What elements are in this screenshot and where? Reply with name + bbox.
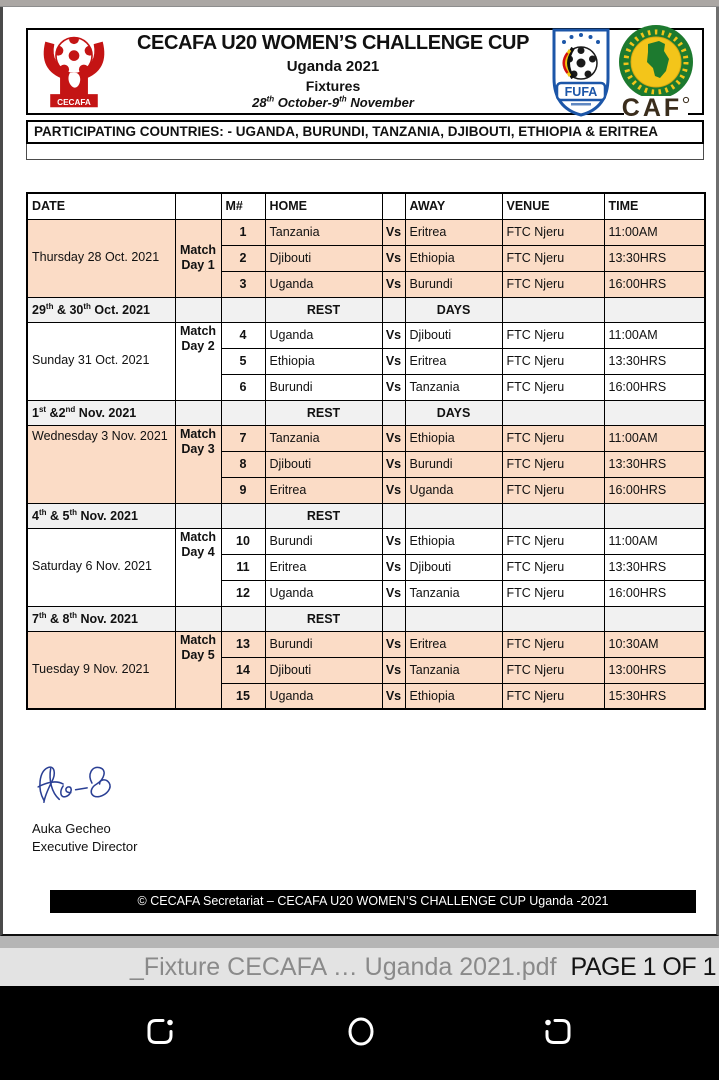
time-cell: 11:00AM — [604, 322, 705, 348]
home-team-cell: Burundi — [265, 528, 382, 554]
time-cell: 15:30HRS — [604, 683, 705, 709]
away-team-cell: Tanzania — [405, 580, 502, 606]
match-number-cell: 2 — [221, 245, 265, 271]
page-title: CECAFA U20 WOMEN’S CHALLENGE CUP — [136, 32, 530, 55]
matchday-cell: Match Day 2 — [175, 322, 221, 400]
column-header: AWAY — [405, 193, 502, 219]
match-number-cell: 13 — [221, 631, 265, 657]
empty-cell — [221, 606, 265, 631]
time-cell: 16:00HRS — [604, 477, 705, 503]
fixtures-table-head — [27, 193, 705, 219]
venue-cell: FTC Njeru — [502, 322, 604, 348]
home-team-cell: Uganda — [265, 683, 382, 709]
empty-cell — [604, 503, 705, 528]
venue-cell: FTC Njeru — [502, 657, 604, 683]
empty-cell — [604, 606, 705, 631]
time-cell: 13:30HRS — [604, 348, 705, 374]
vs-cell: Vs — [382, 322, 405, 348]
match-row — [27, 425, 705, 451]
away-team-cell: Eritrea — [405, 219, 502, 245]
away-team-cell: Ethiopia — [405, 245, 502, 271]
vs-cell: Vs — [382, 683, 405, 709]
empty-cell — [175, 297, 221, 322]
home-team-cell: Ethiopia — [265, 348, 382, 374]
fufa-logo — [550, 26, 612, 118]
away-team-cell: Burundi — [405, 271, 502, 297]
rest-day-row — [27, 503, 705, 528]
match-number-cell: 11 — [221, 554, 265, 580]
empty-cell — [502, 297, 604, 322]
home-team-cell: Burundi — [265, 631, 382, 657]
match-number-cell: 9 — [221, 477, 265, 503]
empty-cell — [175, 606, 221, 631]
empty-cell — [221, 400, 265, 425]
away-team-cell: Eritrea — [405, 348, 502, 374]
away-team-cell: Ethiopia — [405, 528, 502, 554]
cecafa-logo — [32, 31, 116, 113]
empty-cell — [604, 400, 705, 425]
match-number-cell: 6 — [221, 374, 265, 400]
empty-cell — [382, 400, 405, 425]
away-team-cell: Burundi — [405, 451, 502, 477]
vs-cell: Vs — [382, 554, 405, 580]
time-cell: 13:30HRS — [604, 554, 705, 580]
home-team-cell: Djibouti — [265, 451, 382, 477]
time-cell: 10:30AM — [604, 631, 705, 657]
home-team-cell: Tanzania — [265, 425, 382, 451]
viewer-gap-strip — [0, 936, 719, 948]
countries-empty-box — [26, 144, 704, 160]
vs-cell: Vs — [382, 425, 405, 451]
matchday-cell: Match Day 4 — [175, 528, 221, 606]
rest-label-cell: REST — [265, 606, 382, 631]
match-number-cell: 10 — [221, 528, 265, 554]
time-cell: 11:00AM — [604, 425, 705, 451]
vs-cell: Vs — [382, 219, 405, 245]
fixtures-label: Fixtures — [305, 77, 361, 94]
time-cell: 16:00HRS — [604, 271, 705, 297]
signatory-name: Auka Gecheo — [32, 821, 111, 836]
home-team-cell: Tanzania — [265, 219, 382, 245]
vs-cell: Vs — [382, 348, 405, 374]
venue-cell: FTC Njeru — [502, 683, 604, 709]
document-titles — [118, 32, 548, 110]
match-row — [27, 631, 705, 657]
away-team-cell: Ethiopia — [405, 683, 502, 709]
column-header: TIME — [604, 193, 705, 219]
date-cell: Tuesday 9 Nov. 2021 — [27, 631, 175, 709]
time-cell: 16:00HRS — [604, 580, 705, 606]
vs-cell: Vs — [382, 271, 405, 297]
back-button[interactable] — [533, 1007, 583, 1060]
home-team-cell: Djibouti — [265, 245, 382, 271]
home-team-cell: Eritrea — [265, 477, 382, 503]
venue-cell: FTC Njeru — [502, 477, 604, 503]
time-cell: 11:00AM — [604, 219, 705, 245]
empty-cell — [382, 297, 405, 322]
android-nav-bar — [0, 986, 719, 1080]
rest-label-cell: REST — [265, 297, 382, 322]
column-header — [382, 193, 405, 219]
days-label-cell: DAYS — [405, 400, 502, 425]
match-number-cell: 4 — [221, 322, 265, 348]
time-cell: 16:00HRS — [604, 374, 705, 400]
pdf-filename: _Fixture CECAFA … Uganda 2021.pdf — [129, 952, 557, 981]
away-team-cell: Eritrea — [405, 631, 502, 657]
recents-icon — [141, 1013, 179, 1051]
rest-day-row — [27, 400, 705, 425]
vs-cell: Vs — [382, 374, 405, 400]
vs-cell: Vs — [382, 477, 405, 503]
empty-cell — [502, 606, 604, 631]
document-subtitle: Uganda 2021 — [286, 58, 380, 76]
venue-cell: FTC Njeru — [502, 219, 604, 245]
venue-cell: FTC Njeru — [502, 425, 604, 451]
vs-cell: Vs — [382, 631, 405, 657]
rest-label-cell: REST — [265, 503, 382, 528]
match-row — [27, 528, 705, 554]
caf-logo-label: CAF — [621, 94, 683, 119]
vs-cell: Vs — [382, 245, 405, 271]
column-header — [175, 193, 221, 219]
time-cell: 11:00AM — [604, 528, 705, 554]
days-label-cell: DAYS — [405, 297, 502, 322]
empty-cell — [502, 400, 604, 425]
match-number-cell: 5 — [221, 348, 265, 374]
fufa-logo-label: FUFA — [564, 84, 598, 99]
venue-cell: FTC Njeru — [502, 271, 604, 297]
date-cell: Saturday 6 Nov. 2021 — [27, 528, 175, 606]
document-page[interactable] — [0, 7, 719, 936]
home-team-cell: Uganda — [265, 322, 382, 348]
rest-date-cell: 4th & 5th Nov. 2021 — [27, 503, 175, 528]
participating-countries: PARTICIPATING COUNTRIES: - UGANDA, BURUNDI, TANZANIA, DJIBOUTI, ETHIOPIA & ERITREA — [26, 120, 704, 144]
column-header: VENUE — [502, 193, 604, 219]
venue-cell: FTC Njeru — [502, 528, 604, 554]
rest-date-cell: 1st &2nd Nov. 2021 — [27, 400, 175, 425]
viewer-top-strip — [0, 0, 719, 7]
rest-label-cell: REST — [265, 400, 382, 425]
venue-cell: FTC Njeru — [502, 245, 604, 271]
caf-logo — [614, 24, 698, 119]
column-header: HOME — [265, 193, 382, 219]
vs-cell: Vs — [382, 657, 405, 683]
empty-cell — [604, 297, 705, 322]
away-team-cell: Djibouti — [405, 554, 502, 580]
match-number-cell: 1 — [221, 219, 265, 245]
vs-cell: Vs — [382, 528, 405, 554]
empty-cell — [221, 297, 265, 322]
vs-cell: Vs — [382, 580, 405, 606]
matchday-cell: Match Day 3 — [175, 425, 221, 503]
home-team-cell: Uganda — [265, 271, 382, 297]
away-team-cell: Uganda — [405, 477, 502, 503]
match-number-cell: 15 — [221, 683, 265, 709]
days-label-cell — [405, 606, 502, 631]
matchday-cell: Match Day 1 — [175, 219, 221, 297]
recents-button[interactable] — [135, 1007, 185, 1060]
away-team-cell: Tanzania — [405, 374, 502, 400]
home-team-cell: Djibouti — [265, 657, 382, 683]
tournament-date-range: 28th October-9th November — [252, 94, 414, 110]
empty-cell — [382, 606, 405, 631]
time-cell: 13:30HRS — [604, 245, 705, 271]
page-indicator: PAGE 1 OF 1 — [570, 952, 716, 981]
date-cell: Thursday 28 Oct. 2021 — [27, 219, 175, 297]
time-cell: 13:00HRS — [604, 657, 705, 683]
home-team-cell: Burundi — [265, 374, 382, 400]
empty-cell — [502, 503, 604, 528]
header-row — [27, 193, 705, 219]
home-team-cell: Eritrea — [265, 554, 382, 580]
venue-cell: FTC Njeru — [502, 580, 604, 606]
rest-date-cell: 29th & 30th Oct. 2021 — [27, 297, 175, 322]
column-header: DATE — [27, 193, 175, 219]
time-cell: 13:30HRS — [604, 451, 705, 477]
back-icon — [539, 1013, 577, 1051]
signature-block — [32, 760, 707, 854]
match-number-cell: 3 — [221, 271, 265, 297]
home-icon — [342, 1013, 380, 1051]
away-team-cell: Ethiopia — [405, 425, 502, 451]
rest-day-row — [27, 297, 705, 322]
vs-cell: Vs — [382, 451, 405, 477]
signature-image — [32, 760, 124, 808]
venue-cell: FTC Njeru — [502, 451, 604, 477]
rest-day-row — [27, 606, 705, 631]
match-row — [27, 322, 705, 348]
matchday-cell: Match Day 5 — [175, 631, 221, 709]
date-cell: Wednesday 3 Nov. 2021 — [27, 425, 175, 503]
date-cell: Sunday 31 Oct. 2021 — [27, 322, 175, 400]
cecafa-logo-label: CECAFA — [57, 97, 91, 107]
empty-cell — [221, 503, 265, 528]
match-number-cell: 14 — [221, 657, 265, 683]
match-row — [27, 219, 705, 245]
home-button[interactable] — [336, 1007, 386, 1060]
empty-cell — [175, 400, 221, 425]
match-number-cell: 8 — [221, 451, 265, 477]
venue-cell: FTC Njeru — [502, 554, 604, 580]
away-team-cell: Tanzania — [405, 657, 502, 683]
column-header: M# — [221, 193, 265, 219]
venue-cell: FTC Njeru — [502, 631, 604, 657]
match-number-cell: 7 — [221, 425, 265, 451]
days-label-cell — [405, 503, 502, 528]
away-team-cell: Djibouti — [405, 322, 502, 348]
match-number-cell: 12 — [221, 580, 265, 606]
fixtures-table-body — [27, 219, 705, 709]
venue-cell: FTC Njeru — [502, 374, 604, 400]
rest-date-cell: 7th & 8th Nov. 2021 — [27, 606, 175, 631]
document-header — [26, 28, 704, 119]
venue-cell: FTC Njeru — [502, 348, 604, 374]
empty-cell — [175, 503, 221, 528]
empty-cell — [382, 503, 405, 528]
signatory-title: Executive Director — [32, 839, 138, 854]
fixtures-table — [26, 192, 706, 710]
home-team-cell: Uganda — [265, 580, 382, 606]
viewer-status-bar — [0, 948, 719, 986]
copyright-bar: © CECAFA Secretariat – CECAFA U20 WOMEN’S CHALLENGE CUP Uganda -2021 — [50, 890, 696, 913]
